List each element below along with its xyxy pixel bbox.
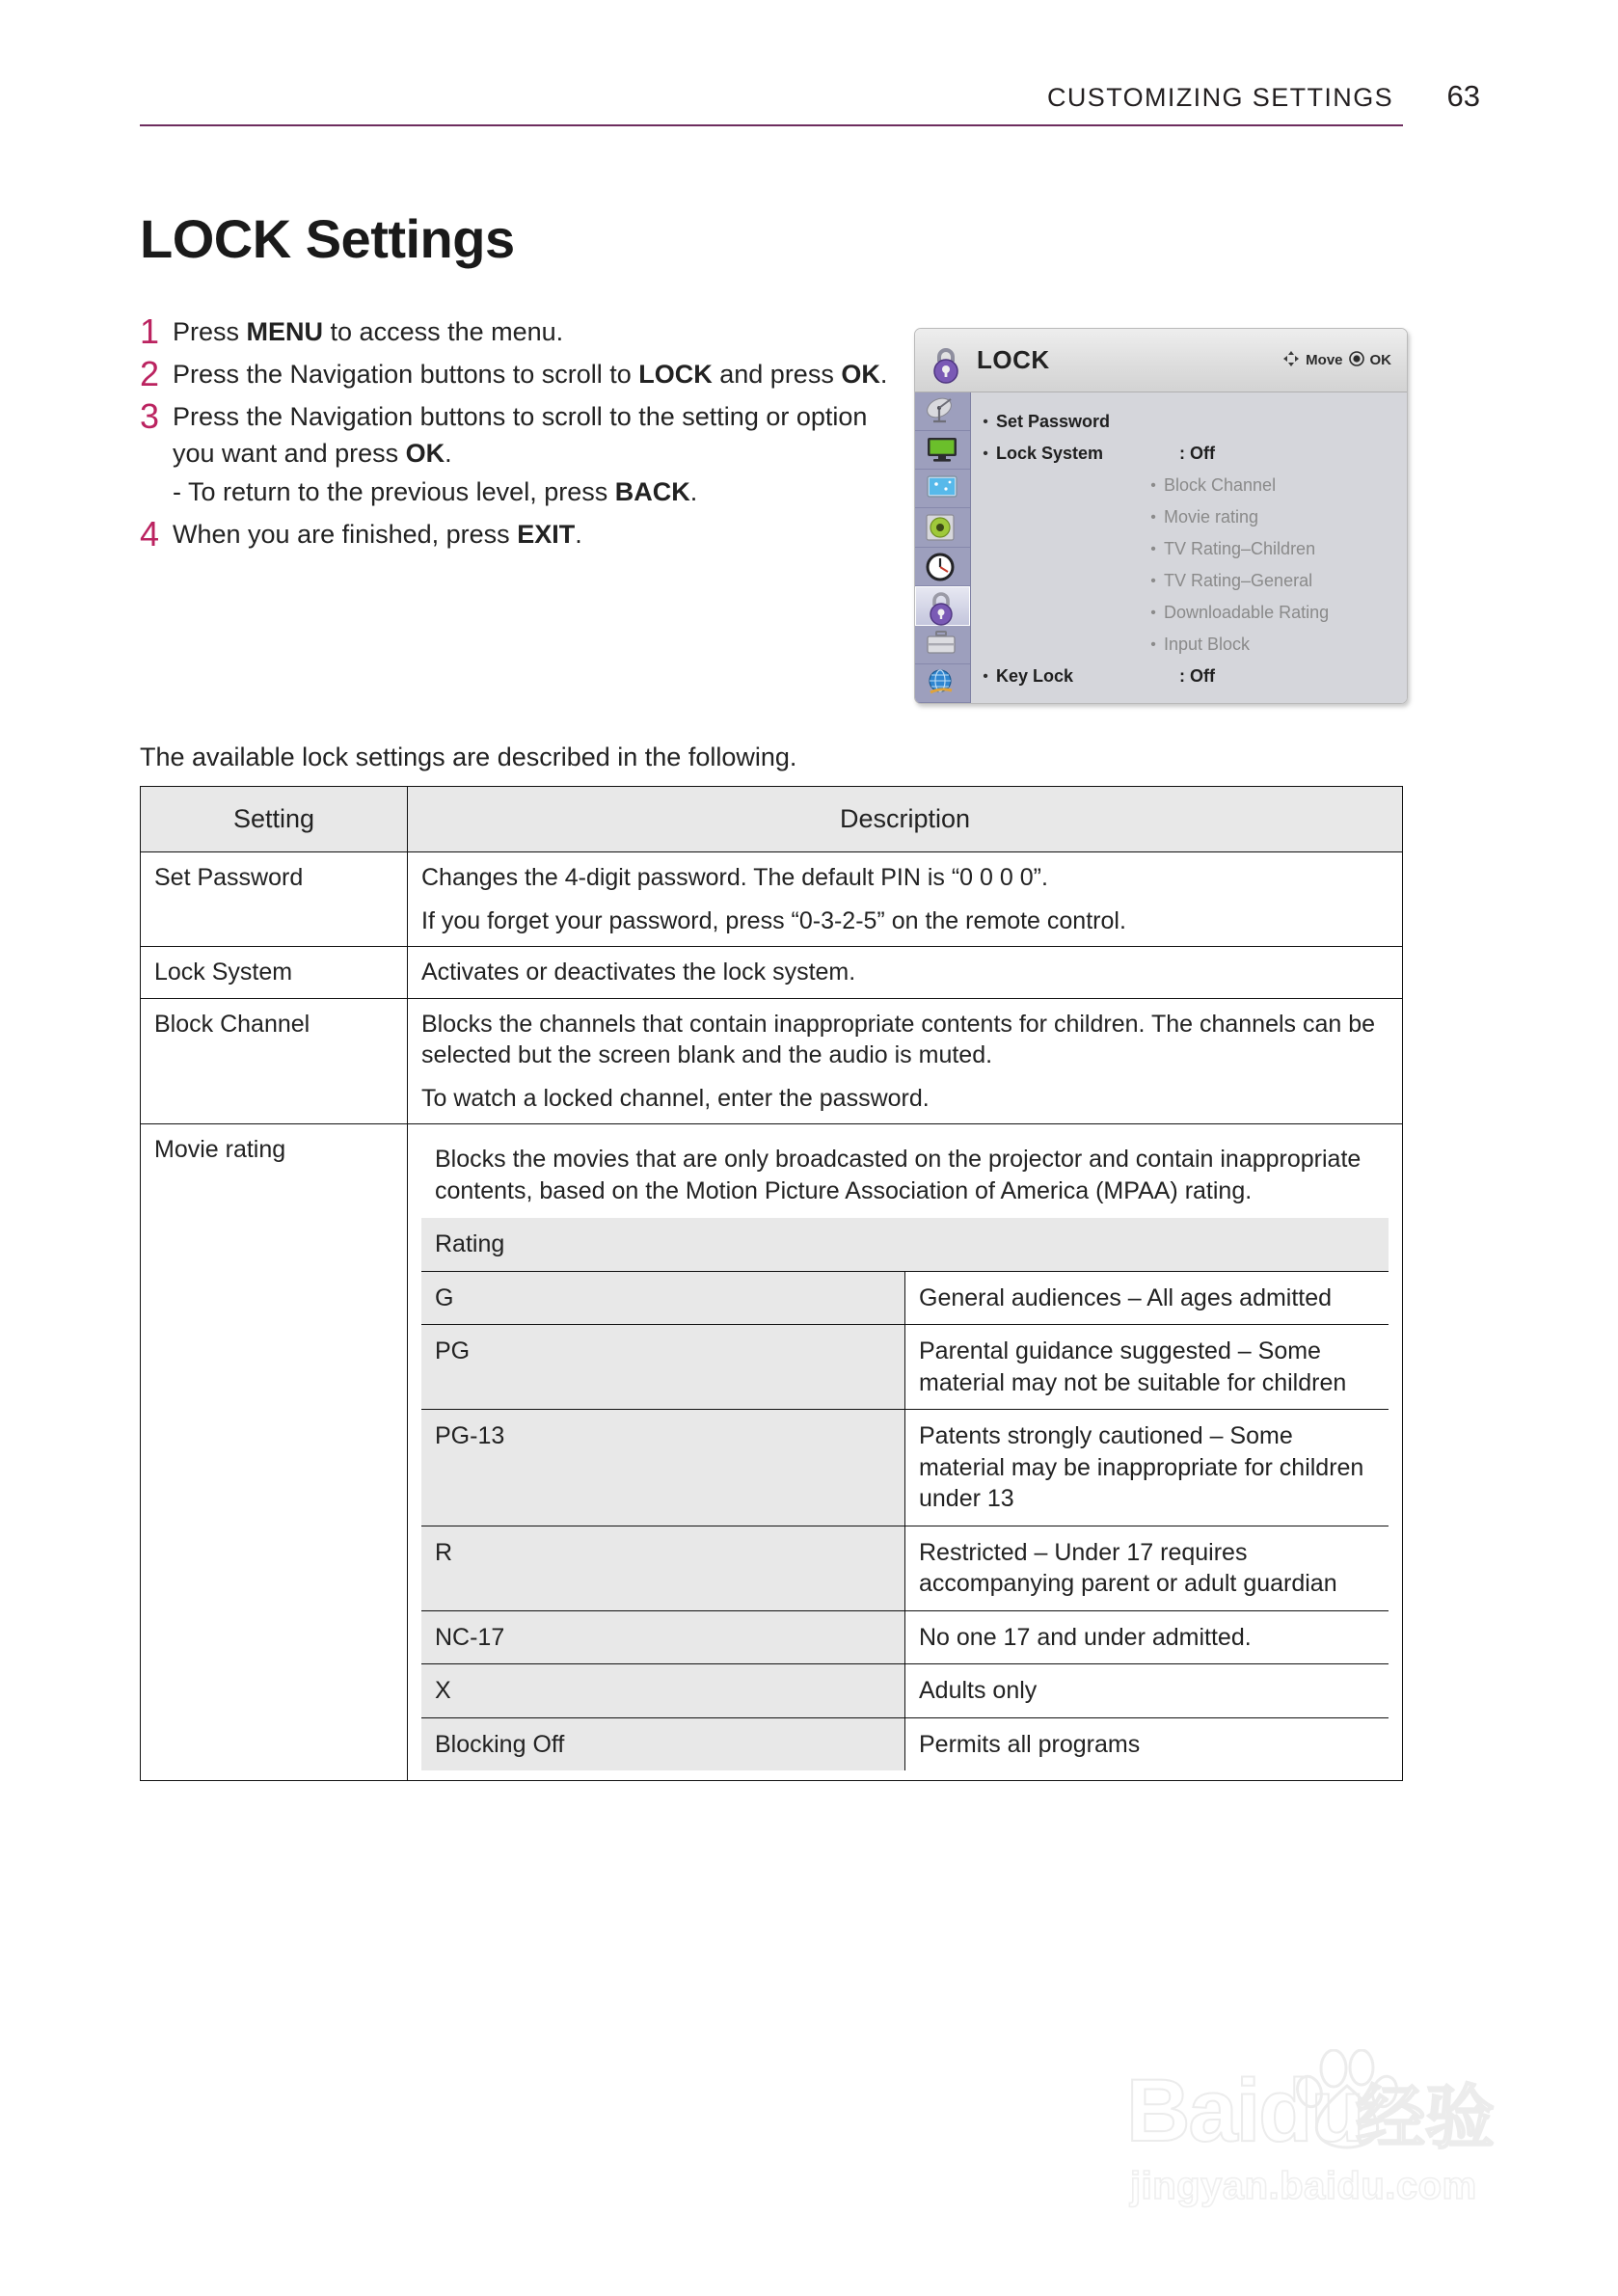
lock-settings-table <box>140 786 1403 1781</box>
running-head-title: CUSTOMIZING SETTINGS <box>140 83 1403 126</box>
rating-header-label: Rating <box>421 1218 1389 1271</box>
step-item <box>140 398 902 510</box>
osd-content <box>971 392 1407 703</box>
osd-menu-value: : Off <box>1179 444 1215 463</box>
osd-submenu-label: TV Rating–Children <box>1164 539 1316 558</box>
osd-menu-label: Set Password <box>996 412 1111 431</box>
osd-submenu-row[interactable] <box>971 470 1407 501</box>
rating-description: General audiences – All ages admitted <box>905 1271 1389 1325</box>
step-text: Press MENU to access the menu. <box>173 317 564 346</box>
setting-name: Lock System <box>141 947 408 999</box>
step-text <box>173 398 902 510</box>
rating-description: Patents strongly cautioned – Some material may be inappropriate for children under 13 <box>905 1410 1389 1526</box>
table-row <box>141 1124 1403 1781</box>
audio-speaker-icon <box>925 513 961 542</box>
rating-description: No one 17 and under admitted. <box>905 1610 1389 1664</box>
watermark-brand: Baidu <box>1126 2062 1363 2160</box>
table-row <box>141 947 1403 999</box>
osd-submenu-label: Downloadable Rating <box>1164 603 1330 622</box>
bullet-icon: • <box>1150 540 1156 557</box>
step-text-main: Press the Navigation buttons to scroll to the setting or option you want and press OK. <box>173 402 868 468</box>
step-number: 2 <box>140 354 160 393</box>
rating-code: NC-17 <box>421 1610 905 1664</box>
description-paragraph: Activates or deactivates the lock system. <box>421 959 856 986</box>
bullet-icon: • <box>1150 508 1156 526</box>
osd-submenu-label: Block Channel <box>1164 475 1277 495</box>
step-text: Press the Navigation buttons to scroll to LOCK and press OK. <box>173 360 888 389</box>
osd-menu-row[interactable] <box>971 661 1407 692</box>
table-row <box>141 852 1403 947</box>
rating-row <box>421 1526 1389 1610</box>
movie-rating-table <box>421 1218 1389 1770</box>
padlock-icon <box>929 346 965 375</box>
osd-submenu-row[interactable] <box>971 597 1407 629</box>
rating-code: PG <box>421 1325 905 1410</box>
setting-description <box>408 852 1403 947</box>
rating-row <box>421 1410 1389 1526</box>
rating-code: Blocking Off <box>421 1717 905 1770</box>
table-row <box>141 998 1403 1124</box>
osd-menu-label: Lock System <box>996 444 1104 463</box>
page-number: 63 <box>1446 79 1480 113</box>
setting-name: Set Password <box>141 852 408 947</box>
osd-sidebar-item-picture[interactable] <box>915 431 970 470</box>
bullet-icon: • <box>1150 476 1156 494</box>
rating-description: Permits all programs <box>905 1717 1389 1770</box>
step-number: 4 <box>140 514 160 554</box>
rating-code: X <box>421 1664 905 1718</box>
paw-print-icon <box>1288 2049 1404 2155</box>
step-item <box>140 313 902 350</box>
osd-submenu-label: Movie rating <box>1164 507 1259 527</box>
osd-title: LOCK <box>977 345 1050 374</box>
osd-submenu-label: TV Rating–General <box>1164 571 1313 590</box>
osd-nav-hint <box>1282 350 1391 371</box>
description-paragraph: Changes the 4-digit password. The default PIN is “0 0 0 0”. <box>421 864 1048 892</box>
table-header-row <box>141 787 1403 852</box>
rating-code: R <box>421 1526 905 1610</box>
ok-circle-icon <box>1349 351 1364 370</box>
rating-description: Restricted – Under 17 requires accompanying parent or adult guardian <box>905 1526 1389 1610</box>
briefcase-icon <box>925 630 961 659</box>
step-item <box>140 356 902 392</box>
osd-submenu-row[interactable] <box>971 501 1407 533</box>
rating-description: Adults only <box>905 1664 1389 1718</box>
osd-menu-value: : Off <box>1179 666 1215 686</box>
steps-list <box>140 313 902 558</box>
osd-sidebar-item-channel[interactable] <box>915 392 970 431</box>
description-paragraph: Blocks the channels that contain inappropriate contents for children. The channels can be selected but the screen blank and the audio is muted. <box>421 1010 1376 1069</box>
osd-menu-row[interactable] <box>971 438 1407 470</box>
setting-name: Block Channel <box>141 998 408 1124</box>
clock-icon <box>925 552 961 581</box>
osd-nav-ok-label: OK <box>1369 352 1391 368</box>
setting-name: Movie rating <box>141 1124 408 1781</box>
rating-header-row <box>421 1218 1389 1271</box>
step-item <box>140 516 902 553</box>
osd-lock-menu <box>914 328 1408 704</box>
green-monitor-icon <box>925 436 961 465</box>
bullet-icon: • <box>1150 635 1156 653</box>
rating-code: G <box>421 1271 905 1325</box>
setting-description <box>408 998 1403 1124</box>
watermark-brand-cn: 经验 <box>1356 2080 1496 2157</box>
osd-body <box>915 392 1407 703</box>
step-number: 1 <box>140 311 160 351</box>
bullet-icon: • <box>1150 604 1156 621</box>
bullet-icon: • <box>983 445 988 462</box>
osd-sidebar-item-lock[interactable] <box>915 586 970 626</box>
description-paragraph: To watch a locked channel, enter the password. <box>421 1084 930 1112</box>
setting-description <box>408 947 1403 999</box>
padlock-icon <box>925 591 961 620</box>
setting-description <box>408 1124 1403 1781</box>
rating-row <box>421 1664 1389 1718</box>
step-text: When you are finished, press EXIT. <box>173 520 582 549</box>
osd-sidebar-item-audio[interactable] <box>915 508 970 547</box>
osd-nav-move-label: Move <box>1306 352 1343 368</box>
step-subnote: - To return to the previous level, press BACK. <box>173 477 698 506</box>
satellite-dish-icon <box>925 397 961 426</box>
osd-sidebar-item-screen[interactable] <box>915 470 970 508</box>
rating-row <box>421 1271 1389 1325</box>
osd-sidebar-item-time[interactable] <box>915 548 970 586</box>
page-title: LOCK Settings <box>140 208 515 269</box>
osd-sidebar-item-option[interactable] <box>915 626 970 664</box>
osd-sidebar-item-network[interactable] <box>915 664 970 703</box>
baidu-watermark <box>1126 2049 1531 2232</box>
dpad-icon <box>1282 350 1300 371</box>
rating-description: Parental guidance suggested – Some material may not be suitable for children <box>905 1325 1389 1410</box>
osd-menu-row[interactable] <box>971 406 1407 438</box>
osd-submenu-row[interactable] <box>971 533 1407 565</box>
rating-row <box>421 1325 1389 1410</box>
blue-picture-icon <box>925 474 961 503</box>
intro-text: The available lock settings are described in the following. <box>140 743 797 771</box>
osd-submenu-row[interactable] <box>971 629 1407 661</box>
osd-menu-label: Key Lock <box>996 666 1074 686</box>
rating-row <box>421 1717 1389 1770</box>
osd-submenu-row[interactable] <box>971 565 1407 597</box>
step-number: 3 <box>140 396 160 436</box>
bullet-icon: • <box>1150 572 1156 589</box>
watermark-url: jingyan.baidu.com <box>1130 2165 1477 2207</box>
column-header-description: Description <box>408 787 1403 852</box>
globe-icon <box>925 668 961 697</box>
description-paragraph: If you forget your password, press “0-3-2-5” on the remote control. <box>421 906 1126 934</box>
running-head <box>140 79 1480 126</box>
bullet-icon: • <box>983 667 988 685</box>
rating-code: PG-13 <box>421 1410 905 1526</box>
column-header-setting: Setting <box>141 787 408 852</box>
osd-submenu-label: Input Block <box>1164 635 1251 654</box>
osd-header <box>915 329 1407 392</box>
rating-row <box>421 1610 1389 1664</box>
bullet-icon: • <box>983 413 988 430</box>
osd-sidebar <box>915 392 971 703</box>
description-paragraph: Blocks the movies that are only broadcasted on the projector and contain inappropriate contents, based on the Motion Picture Association of America (MPAA) rating. <box>435 1146 1362 1204</box>
